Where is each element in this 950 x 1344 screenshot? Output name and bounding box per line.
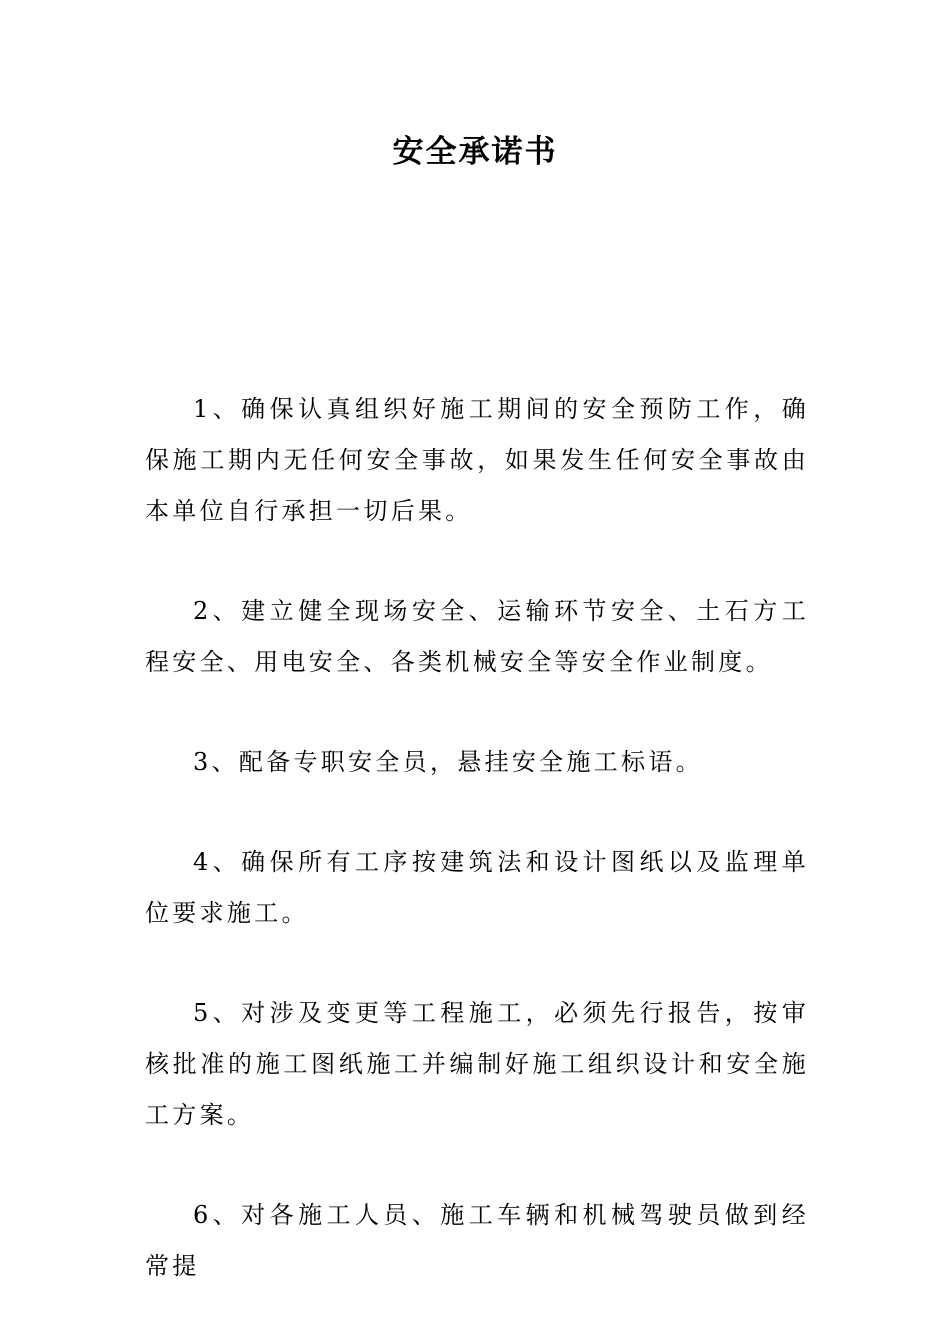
paragraph-6: 6、对各施工人员、施工车辆和机械驾驶员做到经常提 [145, 1201, 809, 1280]
paragraph-5: 5、对涉及变更等工程施工，必须先行报告，按审核批准的施工图纸施工并编制好施工组织设计和安全施工方案。 [145, 999, 809, 1129]
paragraph-2: 2、建立健全现场安全、运输环节安全、土石方工程安全、用电安全、各类机械安全等安全作业制度。 [145, 597, 809, 676]
paragraph-4: 4、确保所有工序按建筑法和设计图纸以及监理单位要求施工。 [145, 848, 809, 927]
document-body [145, 384, 809, 1341]
paragraph-1: 1、确保认真组织好施工期间的安全预防工作，确保施工期内无任何安全事故，如果发生任何安全事故由本单位自行承担一切后果。 [145, 395, 809, 525]
paragraph-3: 3、配备专职安全员，悬挂安全施工标语。 [193, 748, 703, 776]
document-title: 安全承诺书 [392, 134, 558, 170]
